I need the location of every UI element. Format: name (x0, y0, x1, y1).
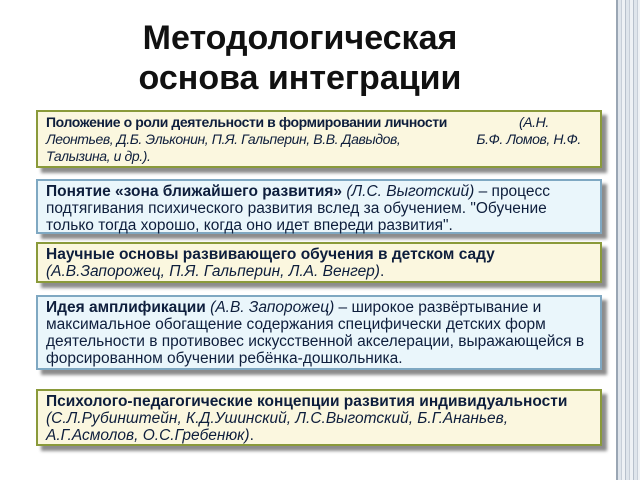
zpd-heading: Понятие «зона ближайшего развития» (46, 183, 343, 200)
individuality-tail: . (249, 427, 254, 444)
title-line-2: основа интеграции (138, 59, 462, 97)
activity-role-box (36, 110, 602, 168)
zone-of-proximal-development-box (36, 179, 602, 234)
slide-title (40, 18, 560, 98)
decorative-stripes (618, 0, 640, 480)
developmental-learning-heading: Научные основы развивающего обучения в детском саду (46, 246, 495, 263)
activity-role-authors-a: (А.Н. (518, 114, 549, 130)
activity-role-authors-c: Б.Ф. Ломов, (476, 131, 550, 147)
amplification-box (36, 295, 602, 370)
amplification-authors: (А.В. Запорожец) (210, 299, 335, 316)
individuality-heading: Психолого-педагогические концепции развития индивидуальности (46, 393, 568, 410)
zpd-authors: (Л.С. Выготский) (346, 183, 475, 200)
activity-role-heading: Положение о роли деятельности в формировании личности (46, 114, 447, 130)
activity-role-authors-b: Леонтьев, Д.Б. Эльконин, П.Я. Гальперин, В.В. Давыдов, (46, 131, 401, 147)
title-line-1: Методологическая (142, 19, 458, 57)
individuality-authors: (С.Л.Рубинштейн, К.Д.Ушинский, Л.С.Выготский, Б.Г.Ананьев, А.Г.Асмолов, О.С.Гребенюк) (46, 410, 509, 444)
amplification-text: – широкое развёртывание и максимальное обогащение содержания специфически детских форм деятельности в противовес искусственной акселерации, выражающейся в форсированном обучении ребёнка-дошкольника. (46, 299, 585, 367)
amplification-heading: Идея амплификации (46, 299, 206, 316)
developmental-learning-tail: . (379, 263, 385, 280)
zpd-text: – процесс подтягивания психического развития вслед за обучением. "Обучение только тогда хорошо, когда оно идет впереди развития". (46, 183, 551, 234)
activity-role-authors-d: Н.Ф. Талызина, и др.). (46, 131, 581, 164)
developmental-learning-authors: (А.В.Запорожец, П.Я. Гальперин, Л.А. Венгер) (46, 263, 380, 280)
individuality-concepts-box (36, 389, 602, 446)
developmental-learning-box (36, 242, 602, 283)
